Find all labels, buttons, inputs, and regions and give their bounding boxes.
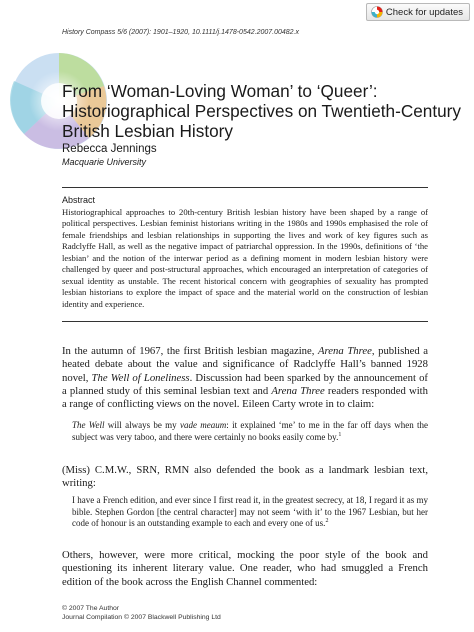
latin-phrase: vade meaum [179, 420, 227, 430]
copyright-journal: Journal Compilation © 2007 Blackwell Publishing Ltd [62, 613, 221, 621]
abstract-heading: Abstract [62, 195, 96, 205]
text-run: In the autumn of 1967, the first British lesbian magazine, [62, 345, 319, 357]
novel-title: The Well of Loneliness [91, 371, 190, 384]
text-run: I have a French edition, and ever since I first read it, in the greatest secrecy, at 18, I regard it as my bible. Stephen Gordon [the central character] may not seem ‘with it’ to the 1967 Lesbian, but her code of honour is an outstanding example to each and every one of us. [72, 495, 428, 529]
body-paragraph-1 [62, 345, 428, 411]
magazine-title: Arena Three [318, 345, 372, 357]
check-for-updates-label: Check for updates [385, 6, 463, 18]
copyright-author: © 2007 The Author [62, 605, 120, 612]
body-paragraph-2: (Miss) C.M.W., SRN, RMN also defended the book as a landmark lesbian text, writing: [62, 464, 428, 490]
body-paragraph-3: Others, however, were more critical, mocking the poor style of the book and questioning its inherent literary value. One reader, who had smuggled a French edition of the book across the English Channel commented: [62, 549, 428, 588]
block-quote-1 [72, 420, 428, 443]
footnote-ref-1[interactable]: 1 [338, 431, 342, 438]
copyright-footer [62, 605, 221, 622]
author-affiliation: Macquarie University [62, 157, 147, 167]
text-run: readers responded with a range of conflicting views on the novel. Eileen Carty wrote in to claim: [62, 384, 428, 411]
novel-title: The Well [72, 420, 105, 430]
abstract-text: Historiographical approaches to 20th-century British lesbian history have been shaped by a range of political perspectives. Lesbian feminist historians writing in the 1980s and 1990s emphasised the role of female friendships and lesbian relationships in supporting the lives and work of key figures such as Radclyffe Hall, as well as the negative impact of patriarchal oppression. In the 1990s, definitions of ‘the lesbian’ and the notion of the interwar period as a defining moment in modern lesbian history were challenged by queer and post-structural approaches, which encouraged an interpretation of categories of sexual identity as unstable. The recent historical concern with geographies of sexuality has prompted lesbian historians to explore the impact of space and the material world on the construction of lesbian identity and experience. [62, 207, 428, 309]
abstract-top-rule [62, 187, 428, 188]
block-quote-2 [72, 495, 428, 530]
text-run: : it explained ‘me’ to me in the far off days when the subject was very taboo, and there were certainly no books easily come by. [72, 420, 428, 442]
text-run: . Discussion had been sparked by the announcement of a planned study of this seminal lesbian text and [62, 371, 428, 397]
text-run: , published a heated debate about the value and significance of Radclyffe Hall’s banned 1928 novel, [62, 345, 428, 384]
text-run: will always be my [104, 420, 180, 430]
footnote-ref-2[interactable]: 2 [325, 518, 329, 525]
crossmark-icon [371, 6, 383, 18]
journal-citation: History Compass 5/6 (2007): 1901–1920, 10.1111/j.1478-0542.2007.00482.x [62, 29, 299, 36]
abstract-bottom-rule [62, 321, 428, 322]
author-name: Rebecca Jennings [62, 143, 157, 155]
check-for-updates-button[interactable] [366, 3, 470, 21]
magazine-title: Arena Three [271, 384, 325, 397]
article-title: From ‘Woman-Loving Woman’ to ‘Queer’: Historiographical Perspectives on Twentieth-Century British Lesbian History [62, 81, 462, 141]
